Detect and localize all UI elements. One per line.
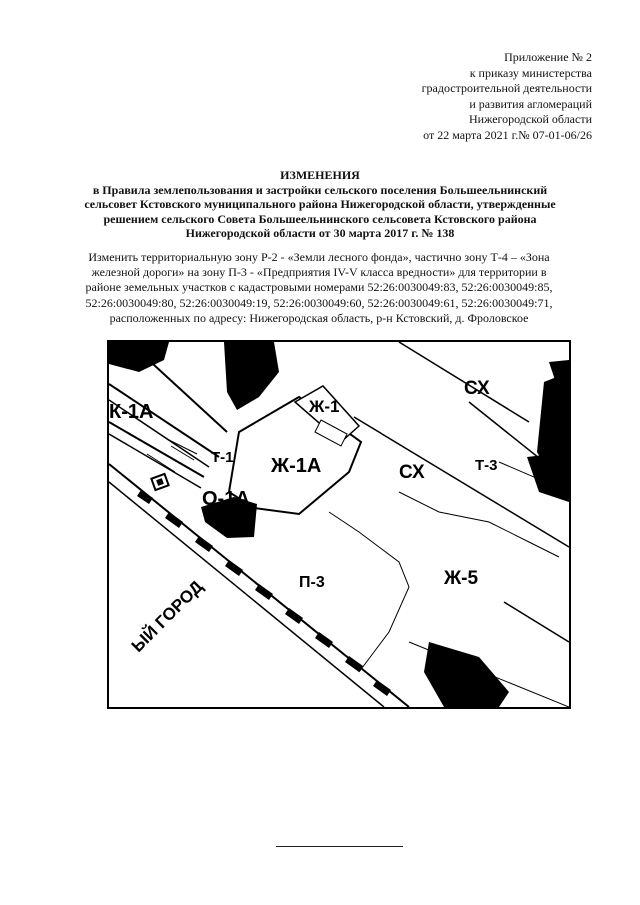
- title-line: Нижегородской области от 30 марта 2017 г. № 138: [185, 226, 455, 241]
- document-header: [422, 50, 592, 144]
- header-line: Нижегородской области: [468, 112, 592, 127]
- zone-label-sx-mid: СХ: [399, 462, 425, 483]
- map-shape: [109, 342, 169, 372]
- zone-label-sx-top: СХ: [464, 378, 490, 399]
- footer-divider: [276, 846, 403, 847]
- zone-label-t3: Т-3: [475, 457, 498, 474]
- map-line: [504, 602, 569, 642]
- header-line: к приказу министерства: [469, 65, 592, 80]
- map-shape: [424, 642, 509, 707]
- title-line: сельсовет Кстовского муниципального района Нижегородской области, утвержденные: [84, 197, 556, 212]
- map-shape: [224, 342, 279, 410]
- body-line: железной дороги» на зону П-3 - «Предприятия IV-V класса вредности» для территории в: [91, 265, 547, 280]
- map-line: [329, 512, 409, 672]
- zone-label-o1a: О-1А: [202, 488, 250, 510]
- zone-label-k1a: К-1А: [109, 401, 154, 423]
- zone-label-zh1a: Ж-1А: [271, 455, 322, 477]
- document-title: [50, 168, 590, 241]
- body-line: 52:26:0030049:80, 52:26:0030049:19, 52:26:0030049:60, 52:26:0030049:61, 52:26:0030049:71,: [85, 295, 553, 310]
- railway-hatching: [137, 490, 391, 696]
- title-heading: ИЗМЕНЕНИЯ: [280, 168, 360, 182]
- map-line: [109, 422, 204, 477]
- zone-label-zh5: Ж-5: [444, 568, 479, 589]
- zone-label-zh1: Ж-1: [309, 397, 340, 416]
- body-line: районе земельных участков с кадастровыми номерами 52:26:0030049:83, 52:26:0030049:85,: [85, 280, 553, 295]
- map-line: [171, 446, 194, 460]
- map-line: [399, 492, 559, 557]
- header-line: Приложение № 2: [504, 50, 592, 64]
- body-line: расположенных по адресу: Нижегородская область, р-н Кстовский, д. Фроловское: [109, 310, 529, 325]
- title-line: в Правила землепользования и застройки сельского поселения Большеельнинский: [92, 182, 548, 197]
- body-paragraph: [44, 250, 594, 326]
- zone-label-t1: Т-1: [211, 449, 234, 466]
- header-line: и развития агломераций: [469, 96, 592, 111]
- zone-label-p3: П-3: [299, 574, 325, 591]
- zoning-map: [107, 340, 571, 709]
- map-shape: [549, 360, 569, 382]
- body-line: Изменить территориальную зону Р-2 - «Земли лесного фонда», частично зону Т-4 – «Зона: [88, 250, 550, 264]
- title-line: решением сельского Совета Большеельнинского сельсовета Кстовского района: [103, 211, 537, 226]
- header-line: от 22 марта 2021 г.№ 07-01-06/26: [423, 127, 592, 142]
- header-line: градостроительной деятельности: [421, 81, 592, 96]
- road-label: ЫЙ ГОРОД: [127, 576, 207, 656]
- zoning-map-drawing: [109, 342, 569, 707]
